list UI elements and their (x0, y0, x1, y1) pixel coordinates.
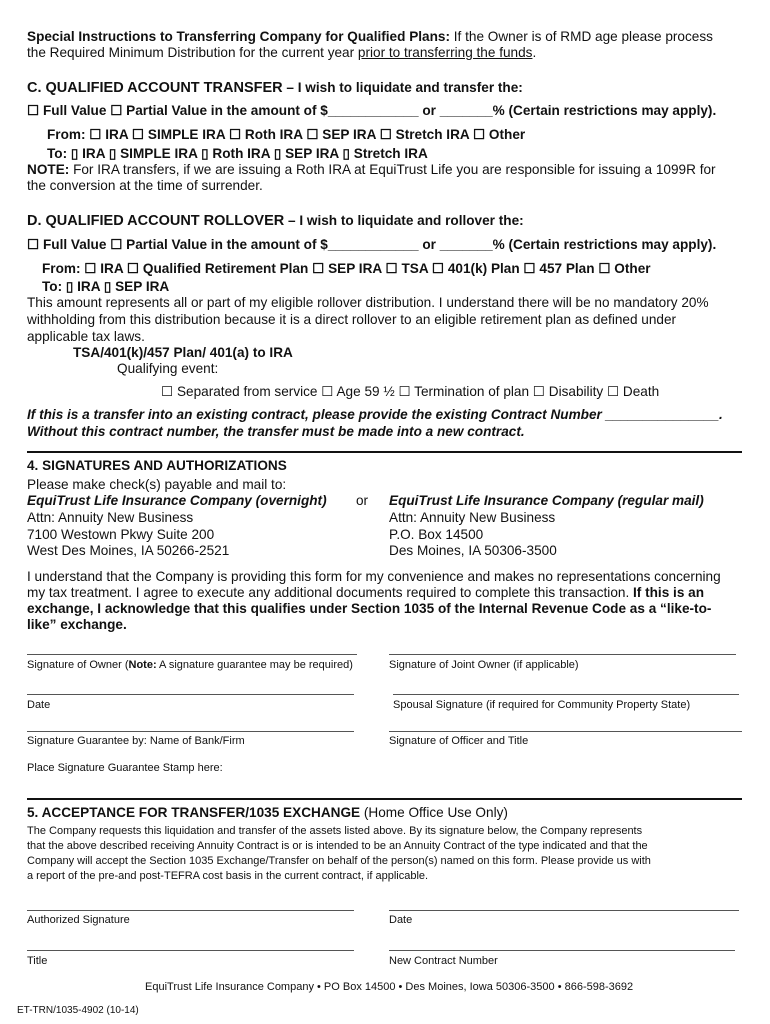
plan-heading: TSA/401(k)/457 Plan/ 401(a) to IRA (73, 345, 293, 360)
overnight-attn: Attn: Annuity New Business (27, 510, 194, 525)
qualifying-event-options[interactable]: ☐ Separated from service ☐ Age 59 ½ ☐ Termination of plan ☐ Disability ☐ Death (161, 384, 660, 399)
regular-mail-attn: Attn: Annuity New Business (389, 510, 556, 525)
prior-to-transfer-emphasis: prior to transferring the funds (357, 45, 533, 60)
divider-section-4 (27, 451, 742, 453)
section-d-value-options[interactable]: ☐ Full Value ☐ Partial Value in the amount of $____________ or _______% (Certain restrictions may apply). (27, 237, 717, 252)
section-c-note-line2: the conversion at the time of surrender. (27, 178, 263, 193)
guarantee-bank-label: Signature Guarantee by: Name of Bank/Firm (27, 735, 245, 747)
qualifying-event-label: Qualifying event: (117, 361, 219, 376)
owner-signature-label: Signature of Owner (Note: A signature guarantee may be required) (27, 659, 353, 671)
date-line[interactable] (27, 694, 354, 695)
officer-signature-label: Signature of Officer and Title (389, 735, 529, 747)
spousal-signature-label: Spousal Signature (if required for Community Property State) (393, 699, 691, 711)
regular-mail-address-line1: P.O. Box 14500 (389, 527, 484, 542)
section-d-heading: D. QUALIFIED ACCOUNT ROLLOVER – I wish to liquidate and rollover the: (27, 213, 524, 229)
overnight-address-line1: 7100 Westown Pkwy Suite 200 (27, 527, 215, 542)
special-instructions-label: Special Instructions to Transferring Company for Qualified Plans: (27, 29, 450, 44)
date-label: Date (27, 699, 51, 711)
section-d-paragraph-line2: withholding from this distribution because it is a direct rollover to an eligible retirement plan as defined under (27, 312, 677, 327)
section-d-paragraph-line1: This amount represents all or part of my eligible rollover distribution. I understand there will be no mandatory 20% (27, 295, 709, 310)
authorization-para-line3: exchange, I acknowledge that this qualifies under Section 1035 of the Internal Revenue Code as a “like-to- (27, 601, 712, 616)
authorization-para-line1: I understand that the Company is providing this form for my convenience and makes no representations concerning (27, 569, 721, 584)
acceptance-para-line3: Company will accept the Section 1035 Exchange/Transfer on behalf of the person(s) named on this form. Please provide us with (27, 855, 651, 867)
authorization-para-line4: like” exchange. (27, 617, 127, 632)
authorized-signature-line[interactable] (27, 910, 354, 911)
form-id: ET-TRN/1035-4902 (10-14) (17, 1005, 139, 1016)
existing-contract-line1[interactable]: If this is a transfer into an existing contract, please provide the existing Contract Number _______________. (27, 407, 723, 422)
section-d-to-options[interactable]: To: ▯ IRA ▯ SEP IRA (42, 279, 170, 294)
special-instructions-line2: the Required Minimum Distribution for the current year prior to transferring the funds. (27, 45, 537, 60)
existing-contract-line2: Without this contract number, the transfer must be made into a new contract. (27, 424, 525, 439)
officer-signature-line[interactable] (389, 731, 742, 732)
section-c-from-options[interactable]: From: ☐ IRA ☐ SIMPLE IRA ☐ Roth IRA ☐ SEP IRA ☐ Stretch IRA ☐ Other (47, 127, 526, 142)
title-line[interactable] (27, 950, 354, 951)
or-separator: or (356, 493, 369, 508)
section-c-value-options[interactable]: ☐ Full Value ☐ Partial Value in the amount of $____________ or _______% (Certain restrictions may apply). (27, 103, 717, 118)
section-c-heading: C. QUALIFIED ACCOUNT TRANSFER – I wish to liquidate and transfer the: (27, 80, 523, 96)
guarantee-stamp-label: Place Signature Guarantee Stamp here: (27, 762, 223, 774)
owner-signature-line[interactable] (27, 654, 357, 655)
acceptance-date-line[interactable] (389, 910, 739, 911)
spousal-signature-line[interactable] (393, 694, 739, 695)
divider-section-5 (27, 798, 742, 800)
section-d-from-options[interactable]: From: ☐ IRA ☐ Qualified Retirement Plan ☐ SEP IRA ☐ TSA ☐ 401(k) Plan ☐ 457 Plan ☐ Other (42, 261, 651, 276)
acceptance-date-label: Date (389, 914, 413, 926)
acceptance-para-line1: The Company requests this liquidation and transfer of the assets listed above. By its signature below, the Company represents (27, 825, 643, 837)
footer-address: EquiTrust Life Insurance Company • PO Box 14500 • Des Moines, Iowa 50306-3500 • 866-598-3692 (145, 981, 634, 993)
overnight-company-name: EquiTrust Life Insurance Company (overnight) (27, 493, 327, 508)
section-5-heading: 5. ACCEPTANCE FOR TRANSFER/1035 EXCHANGE (Home Office Use Only) (27, 805, 508, 820)
new-contract-number-label: New Contract Number (389, 955, 498, 967)
regular-mail-company-name: EquiTrust Life Insurance Company (regular mail) (389, 493, 704, 508)
regular-mail-address-line2: Des Moines, IA 50306-3500 (389, 543, 557, 558)
acceptance-para-line4: a report of the pre-and post-TEFRA cost basis in the current contract, if applicable. (27, 870, 429, 882)
joint-owner-signature-line[interactable] (389, 654, 736, 655)
joint-owner-signature-label: Signature of Joint Owner (if applicable) (389, 659, 579, 671)
section-d-paragraph-line3: applicable tax laws. (27, 329, 145, 344)
guarantee-bank-line[interactable] (27, 731, 354, 732)
authorized-signature-label: Authorized Signature (27, 914, 130, 926)
overnight-address-line2: West Des Moines, IA 50266-2521 (27, 543, 230, 558)
new-contract-number-line[interactable] (389, 950, 735, 951)
acceptance-para-line2: that the above described receiving Annuity Contract is or is intended to be an Annuity Contract of the type indicated and that the (27, 840, 648, 852)
section-c-note-line1: NOTE: For IRA transfers, if we are issuing a Roth IRA at EquiTrust Life you are responsible for issuing a 1099R for (27, 162, 716, 177)
mail-intro: Please make check(s) payable and mail to: (27, 477, 287, 492)
section-4-heading: 4. SIGNATURES AND AUTHORIZATIONS (27, 458, 287, 473)
section-c-to-options[interactable]: To: ▯ IRA ▯ SIMPLE IRA ▯ Roth IRA ▯ SEP IRA ▯ Stretch IRA (47, 146, 428, 161)
special-instructions-line1: Special Instructions to Transferring Company for Qualified Plans: If the Owner is of RMD age please process (27, 29, 713, 44)
title-label: Title (27, 955, 48, 967)
authorization-para-line2: my tax treatment. I agree to execute any additional documents required to complete this transaction. If this is an (27, 585, 705, 600)
